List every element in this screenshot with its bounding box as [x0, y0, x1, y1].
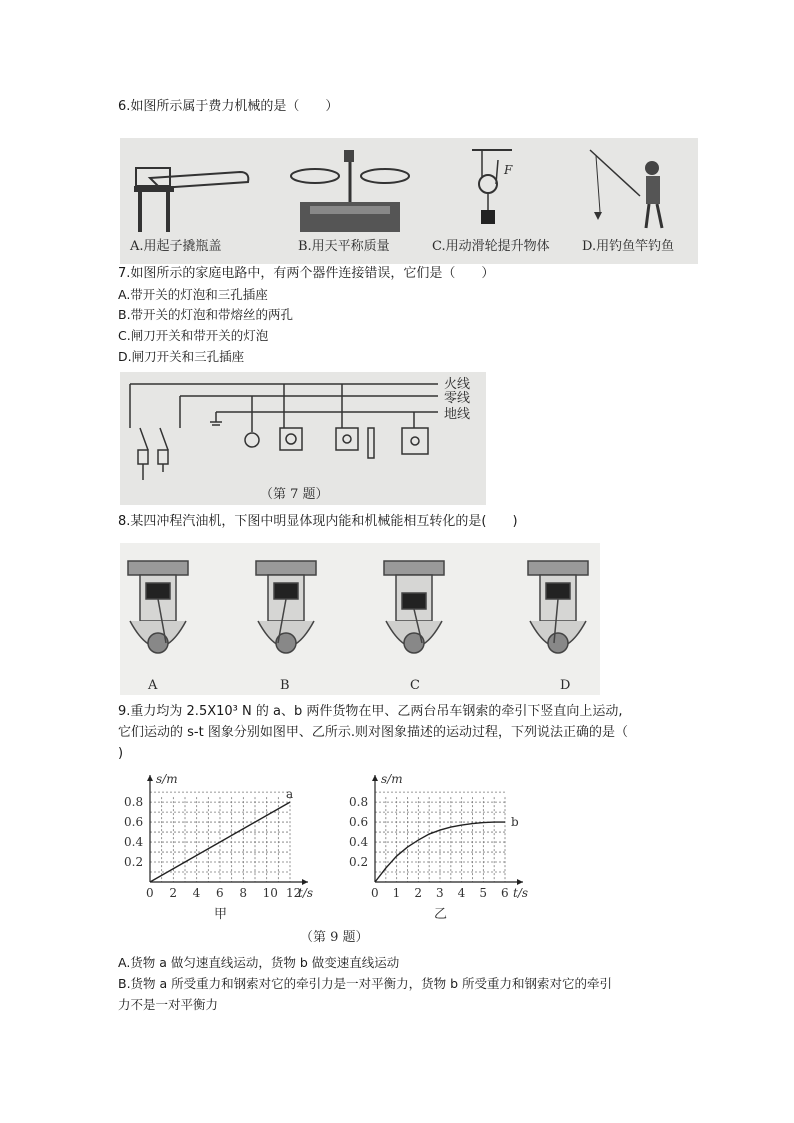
graph-yi-y-axis-label: s/m	[381, 772, 403, 786]
graph-jia-y-axis-label: s/m	[156, 772, 178, 786]
graph-yi-x-tick-label: 5	[479, 886, 487, 900]
engine-label-b: B	[280, 678, 290, 693]
q8-stem: 8.某四冲程汽油机，下图中明显体现内能和机械能相互转化的是( )	[118, 514, 518, 529]
q9-figure-caption: （第 9 题）	[300, 930, 369, 945]
graph-jia-x-tick-label: 10	[262, 886, 278, 900]
graph-jia-series-label: a	[286, 787, 294, 802]
pulley-illustration	[472, 150, 513, 224]
q9-graphs-figure	[120, 764, 540, 949]
graph-yi-title: 乙	[434, 907, 448, 922]
q8-engine-figure	[120, 543, 600, 695]
balance-illustration	[291, 150, 409, 232]
fishing-illustration	[590, 150, 662, 228]
engine-label-a: A	[148, 678, 158, 693]
q6-caption-d: D.用钓鱼竿钓鱼	[582, 239, 675, 254]
graph-jia-x-tick-label: 6	[216, 886, 224, 900]
graph-jia-x-tick-label: 8	[239, 886, 247, 900]
wire-label-ground: 地线	[444, 407, 471, 422]
q9-stem-line3: )	[118, 746, 124, 761]
q6-stem: 6.如图所示属于费力机械的是（ ）	[118, 99, 339, 114]
q9-stem-line2: 它们运动的 s-t 图象分别如图甲、乙所示.则对图象描述的运动过程，下列说法正确的是（	[118, 725, 628, 740]
graph-jia-x-tick-label: 4	[192, 886, 201, 900]
q7-figure-caption: （第 7 题）	[260, 487, 329, 502]
graph-yi-x-tick-label: 1	[392, 886, 401, 900]
q6-caption-c: C.用动滑轮提升物体	[432, 239, 550, 254]
q6-caption-b: B.用天平称质量	[298, 239, 390, 254]
graph-jia-y-tick-label: 0.4	[124, 835, 144, 850]
graph-yi-x-tick-label: 2	[414, 886, 422, 900]
q7-option-b: B.带开关的灯泡和带熔丝的两孔	[118, 307, 294, 322]
graph-jia-y-tick-label: 0.8	[124, 795, 144, 810]
force-label: F	[504, 163, 513, 177]
graph-jia-y-tick-label: 0.2	[124, 855, 144, 870]
graph-yi-x-tick-label: 0	[371, 886, 379, 900]
graph-jia-x-tick-label: 2	[169, 886, 177, 900]
graph-yi-x-axis-label: t/s	[513, 886, 529, 900]
wire-label-neutral: 零线	[444, 391, 471, 406]
graph-jia-x-tick-label: 0	[146, 886, 154, 900]
q7-option-d: D.闸刀开关和三孔插座	[118, 349, 245, 364]
graph-jia-x-tick-label: 12	[286, 886, 302, 900]
graph-jia-y-tick-label: 0.6	[124, 815, 144, 830]
graph-yi-y-arrow	[372, 775, 378, 781]
bottle-opener-illustration	[134, 168, 248, 232]
engine-label-c: C	[410, 678, 420, 693]
q9-graphs-svg	[120, 764, 540, 949]
q9-option-b-line1: B.货物 a 所受重力和钢索对它的牵引力是一对平衡力，货物 b 所受重力和钢索对它的牵引	[118, 976, 613, 991]
graph-yi-x-tick-label: 4	[457, 886, 466, 900]
graph-yi-y-tick-label: 0.6	[349, 815, 369, 830]
graph-yi-x-tick-label: 6	[501, 886, 509, 900]
engine-stroke-illustrations	[128, 561, 588, 653]
graph-jia-title: 甲	[214, 907, 228, 922]
graph-yi-x-arrow	[517, 879, 523, 885]
q7-option-a: A.带开关的灯泡和三孔插座	[118, 287, 268, 302]
q7-option-c: C.闸刀开关和带开关的灯泡	[118, 328, 269, 343]
graph-yi-y-tick-label: 0.8	[349, 795, 369, 810]
graph-yi-y-tick-label: 0.4	[349, 835, 369, 850]
graph-yi-x-tick-label: 3	[436, 886, 444, 900]
q6-caption-a: A.用起子撬瓶盖	[130, 239, 222, 254]
q9-option-b-line2: 力不是一对平衡力	[118, 997, 219, 1012]
graph-yi-y-tick-label: 0.2	[349, 855, 369, 870]
q9-stem-line1: 9.重力均为 2.5X10³ N 的 a、b 两件货物在甲、乙两台吊车钢索的牵引下竖直向上运动,	[118, 704, 623, 719]
q6-figure	[120, 138, 698, 264]
q7-stem: 7.如图所示的家庭电路中，有两个器件连接错误，它们是（ ）	[118, 266, 495, 281]
graph-jia-y-arrow	[147, 775, 153, 781]
graph-yi-series-label: b	[511, 815, 519, 830]
graph-jia-x-axis-label: t/s	[298, 886, 314, 900]
engine-label-d: D	[560, 678, 571, 693]
q9-option-a: A.货物 a 做匀速直线运动，货物 b 做变速直线运动	[118, 955, 400, 970]
graph-jia-x-arrow	[302, 879, 308, 885]
wire-label-live: 火线	[444, 377, 471, 392]
q7-circuit-figure	[120, 372, 486, 505]
